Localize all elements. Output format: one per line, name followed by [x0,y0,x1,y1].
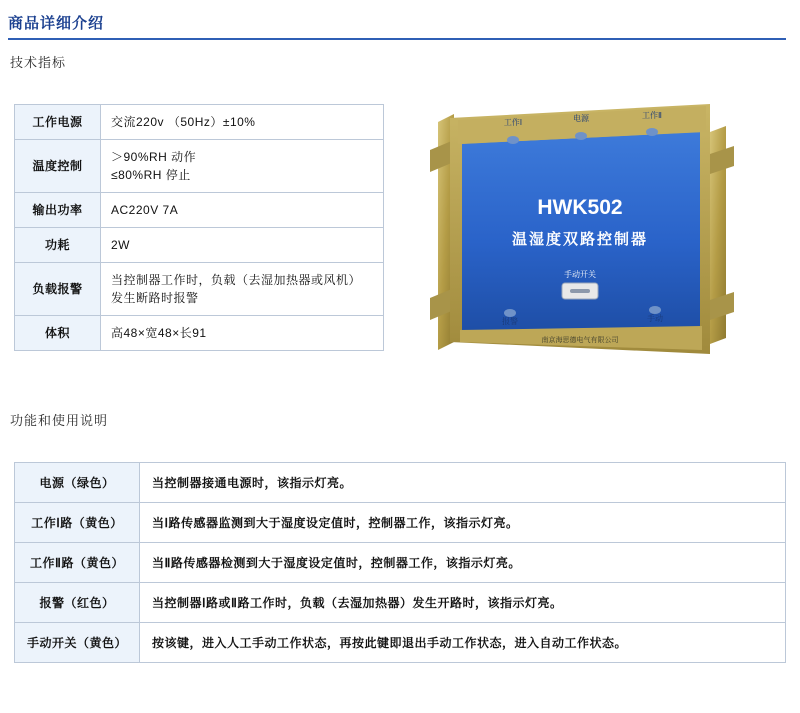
function-key: 工作Ⅱ路（黄色） [15,543,140,583]
table-row [15,228,384,263]
function-key: 报警（红色） [15,583,140,623]
spec-key: 体积 [15,316,101,351]
tech-spec-body [15,105,384,351]
led-alarm-icon [504,309,516,317]
spec-value [101,140,384,193]
function-desc: 当Ⅰ路传感器监测到大于湿度设定值时，控制器工作，该指示灯亮。 [140,503,786,543]
function-desc: 按该键，进入人工手动工作状态，再按此键即退出手动工作状态，进入自动工作状态。 [140,623,786,663]
spec-value-line: 高48×宽48×长91 [111,326,207,340]
table-row [15,316,384,351]
spec-value-line: 发生断路时报警 [111,291,199,305]
table-row [15,503,786,543]
spec-value-line: 交流220v （50Hz）±10% [111,115,256,129]
spec-key: 工作电源 [15,105,101,140]
spec-value-line: ＞90%RH 动作 [111,150,197,164]
led-power-icon [575,132,587,140]
table-row [15,140,384,193]
table-row [15,263,384,316]
table-row [15,583,786,623]
spec-value-line: ≤80%RH 停止 [111,168,191,182]
led-label-work2: 工作Ⅱ [642,111,662,120]
page-title: 商品详细介绍 [8,15,105,32]
function-table-body [15,463,786,663]
tech-spec-table [14,104,384,351]
function-key: 电源（绿色） [15,463,140,503]
function-table [14,462,786,663]
spec-value [101,193,384,228]
table-row [15,623,786,663]
spec-value-line: 2W [111,238,130,252]
device-subtitle-text: 温湿度双路控制器 [511,231,649,248]
spec-value [101,316,384,351]
table-row [15,105,384,140]
spec-key: 输出功率 [15,193,101,228]
function-desc: 当控制器接通电源时，该指示灯亮。 [140,463,786,503]
function-desc: 当控制器Ⅰ路或Ⅱ路工作时，负载（去湿加热器）发生开路时，该指示灯亮。 [140,583,786,623]
spec-value [101,105,384,140]
spec-value [101,263,384,316]
led-manual-icon [649,306,661,314]
page-header [8,12,788,40]
spec-key: 温度控制 [15,140,101,193]
tech-spec-caption: 技术指标 [10,55,67,70]
led-label-power: 电源 [573,114,589,123]
table-row [15,463,786,503]
spec-value [101,228,384,263]
led-label-alarm: 报警 [502,317,518,326]
spec-key: 功耗 [15,228,101,263]
product-photo [410,92,750,382]
function-caption: 功能和使用说明 [10,413,109,428]
led-label-manual: 手动 [647,314,663,323]
spec-key: 负载报警 [15,263,101,316]
manual-switch-indent [570,289,590,293]
led-label-work1: 工作Ⅰ [503,118,523,127]
function-key: 手动开关（黄色） [15,623,140,663]
header-divider [8,38,786,40]
manual-switch-label: 手动开关 [564,270,596,279]
led-work2-icon [646,128,658,136]
controller-device-illustration [410,92,750,382]
table-row [15,193,384,228]
spec-value-line: AC220V 7A [111,203,179,217]
led-work1-icon [507,136,519,144]
function-desc: 当Ⅱ路传感器检测到大于湿度设定值时，控制器工作，该指示灯亮。 [140,543,786,583]
spec-value-line: 当控制器工作时，负载（去湿加热器或风机） [111,273,362,287]
device-maker-text: 南京海思德电气有限公司 [541,337,619,344]
device-model-text: HWK502 [537,196,623,219]
function-key: 工作Ⅰ路（黄色） [15,503,140,543]
table-row [15,543,786,583]
